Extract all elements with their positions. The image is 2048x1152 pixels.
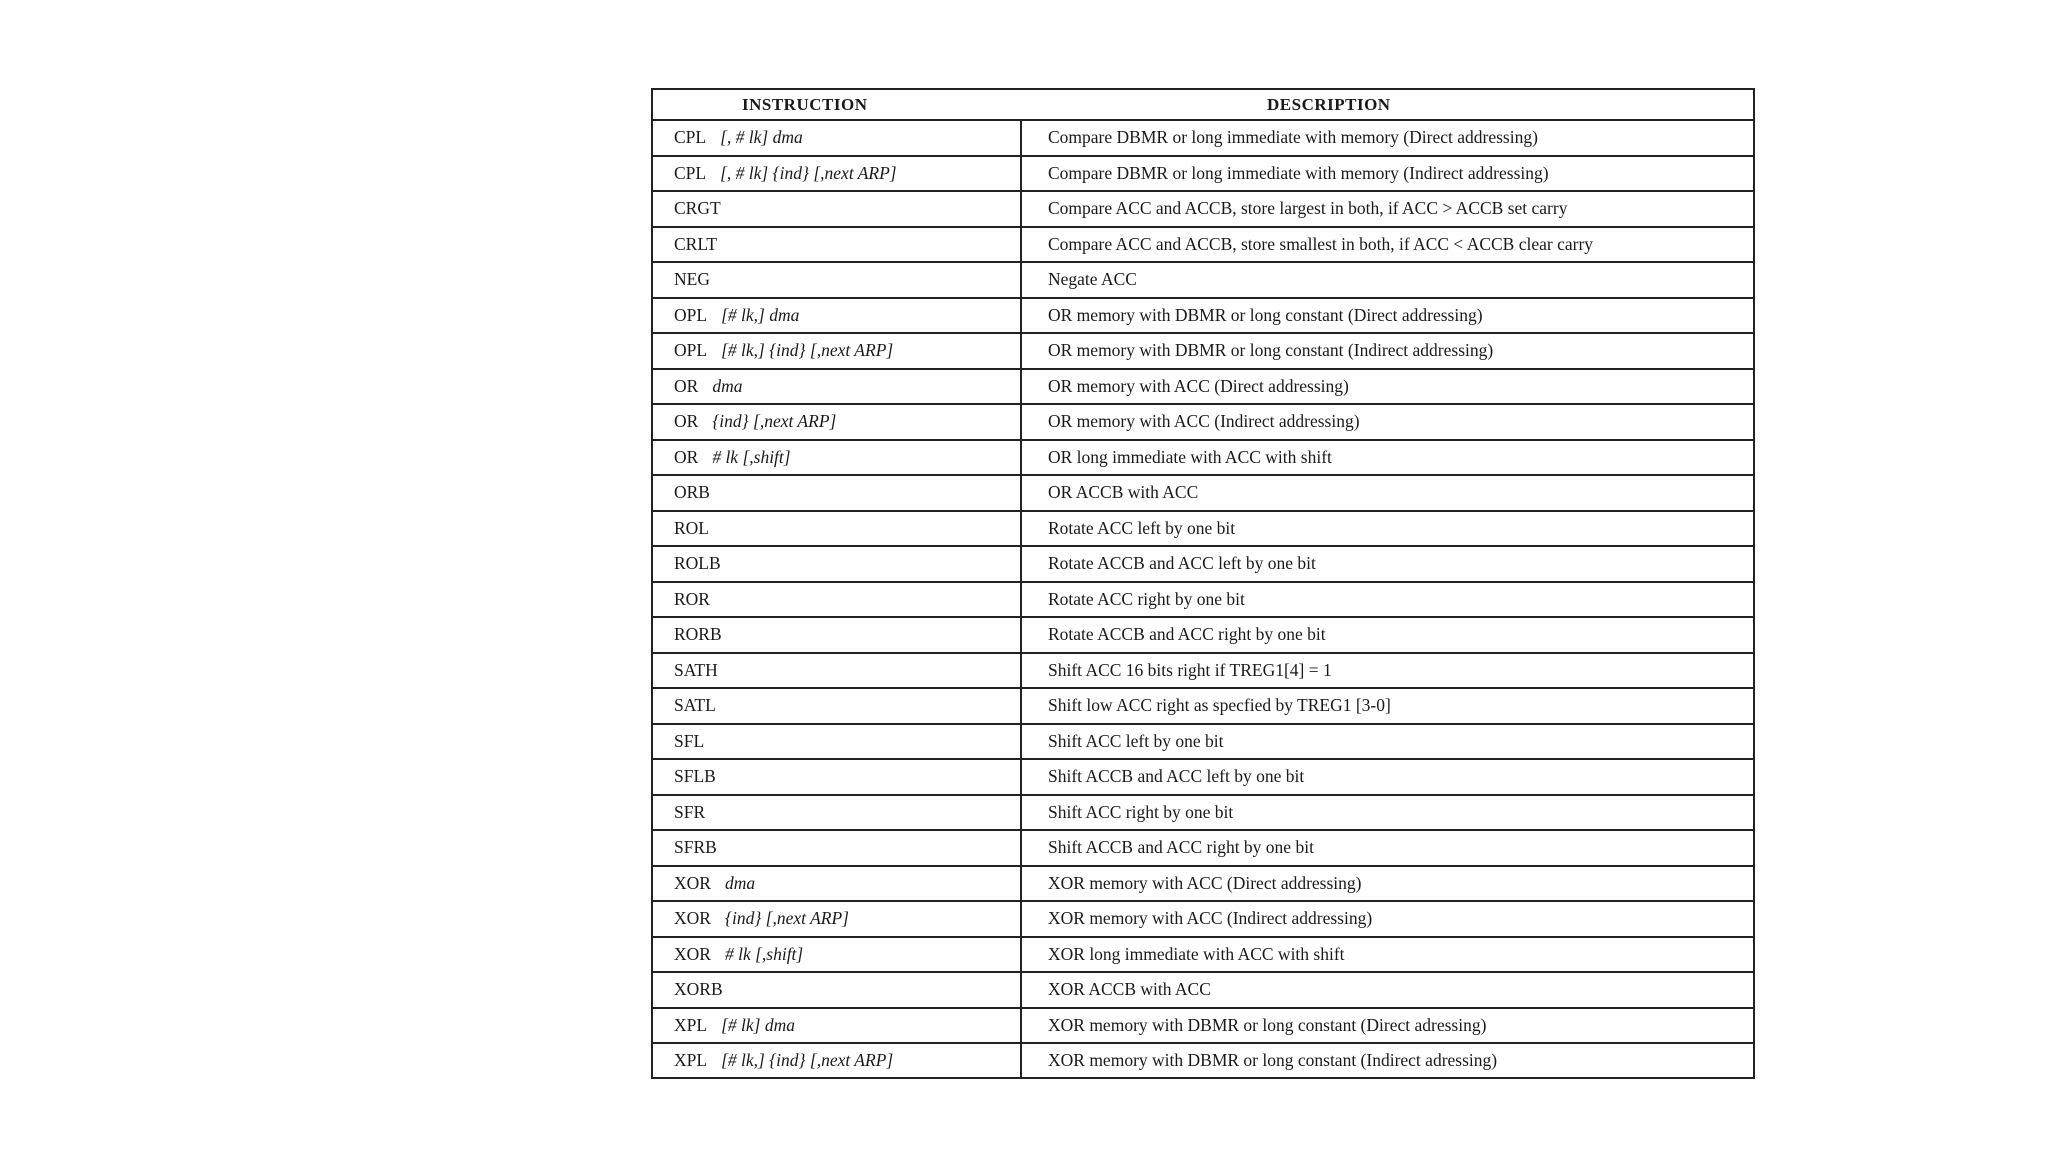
instruction-cell (652, 333, 1021, 369)
instruction-mnemonic: OPL (674, 340, 708, 361)
instruction-cell (652, 582, 1021, 618)
table-row (652, 227, 1754, 263)
instruction-cell (652, 156, 1021, 192)
table-row (652, 120, 1754, 156)
instruction-operands: {ind} [,next ARP] (724, 908, 849, 929)
description-cell: OR long immediate with ACC with shift (1021, 440, 1754, 476)
description-cell: Compare ACC and ACCB, store largest in both, if ACC > ACCB set carry (1021, 191, 1754, 227)
description-cell: Shift ACC left by one bit (1021, 724, 1754, 760)
instruction-mnemonic: ROL (674, 517, 709, 538)
instruction-mnemonic: XORB (674, 979, 723, 1000)
instruction-table (651, 88, 1755, 1079)
instruction-cell (652, 937, 1021, 973)
instruction-mnemonic: OR (674, 375, 699, 396)
instruction-mnemonic: NEG (674, 269, 710, 290)
instruction-operands: dma (712, 375, 743, 396)
instruction-cell (652, 688, 1021, 724)
table-row (652, 298, 1754, 334)
instruction-mnemonic: CRLT (674, 233, 718, 254)
instruction-mnemonic: ORB (674, 482, 710, 503)
table-row (652, 688, 1754, 724)
instruction-mnemonic: CPL (674, 162, 707, 183)
description-cell: Compare DBMR or long immediate with memory (Indirect addressing) (1021, 156, 1754, 192)
table-row (652, 1043, 1754, 1078)
instruction-cell (652, 795, 1021, 831)
description-cell: Compare ACC and ACCB, store smallest in both, if ACC < ACCB clear carry (1021, 227, 1754, 263)
instruction-cell (652, 901, 1021, 937)
description-cell: Rotate ACC right by one bit (1021, 582, 1754, 618)
instruction-cell (652, 724, 1021, 760)
instruction-mnemonic: XPL (674, 1014, 708, 1035)
description-cell: XOR memory with DBMR or long constant (Indirect adressing) (1021, 1043, 1754, 1078)
description-cell: OR memory with DBMR or long constant (Indirect addressing) (1021, 333, 1754, 369)
description-cell: XOR ACCB with ACC (1021, 972, 1754, 1008)
instruction-mnemonic: OR (674, 411, 699, 432)
instruction-cell (652, 972, 1021, 1008)
table-row (652, 262, 1754, 298)
instruction-operands: [, # lk] dma (720, 127, 803, 148)
instruction-mnemonic: SFRB (674, 837, 717, 858)
description-cell: Shift ACC 16 bits right if TREG1[4] = 1 (1021, 653, 1754, 689)
instruction-cell (652, 866, 1021, 902)
table-row (652, 901, 1754, 937)
table-row (652, 866, 1754, 902)
instruction-mnemonic: SATH (674, 659, 718, 680)
description-cell: XOR memory with ACC (Direct addressing) (1021, 866, 1754, 902)
table-row (652, 404, 1754, 440)
instruction-mnemonic: XOR (674, 908, 711, 929)
table-body (652, 120, 1754, 1078)
instruction-cell (652, 369, 1021, 405)
table-row (652, 617, 1754, 653)
instruction-operands: [# lk,] {ind} [,next ARP] (721, 1050, 894, 1070)
description-cell: OR memory with DBMR or long constant (Direct addressing) (1021, 298, 1754, 334)
description-cell: XOR long immediate with ACC with shift (1021, 937, 1754, 973)
description-cell: Compare DBMR or long immediate with memory (Direct addressing) (1021, 120, 1754, 156)
description-cell: XOR memory with DBMR or long constant (Direct adressing) (1021, 1008, 1754, 1044)
instruction-cell (652, 653, 1021, 689)
instruction-mnemonic: XPL (674, 1050, 708, 1070)
instruction-mnemonic: SFL (674, 730, 705, 751)
instruction-cell (652, 617, 1021, 653)
instruction-cell (652, 511, 1021, 547)
table-row (652, 369, 1754, 405)
table-row (652, 511, 1754, 547)
table-row (652, 333, 1754, 369)
table-row (652, 475, 1754, 511)
instruction-mnemonic: SFLB (674, 766, 716, 787)
instruction-cell (652, 440, 1021, 476)
description-cell: Rotate ACCB and ACC right by one bit (1021, 617, 1754, 653)
table-row (652, 653, 1754, 689)
description-cell: XOR memory with ACC (Indirect addressing) (1021, 901, 1754, 937)
description-cell: OR memory with ACC (Indirect addressing) (1021, 404, 1754, 440)
table-row (652, 156, 1754, 192)
instruction-mnemonic: OPL (674, 304, 708, 325)
instruction-cell (652, 191, 1021, 227)
instruction-mnemonic: RORB (674, 624, 722, 645)
instruction-mnemonic: CPL (674, 127, 707, 148)
description-cell: Rotate ACCB and ACC left by one bit (1021, 546, 1754, 582)
description-cell: Shift ACCB and ACC left by one bit (1021, 759, 1754, 795)
instruction-mnemonic: CRGT (674, 198, 721, 219)
instruction-operands: dma (724, 872, 756, 893)
table-row (652, 724, 1754, 760)
table-row (652, 937, 1754, 973)
description-cell: OR memory with ACC (Direct addressing) (1021, 369, 1754, 405)
instruction-mnemonic: XOR (674, 872, 711, 893)
instruction-mnemonic: OR (674, 446, 699, 467)
description-cell: Shift low ACC right as specfied by TREG1 [3-0] (1021, 688, 1754, 724)
instruction-cell (652, 227, 1021, 263)
table-row (652, 972, 1754, 1008)
instruction-mnemonic: ROR (674, 588, 710, 609)
instruction-operands: # lk [,shift] (724, 943, 804, 964)
table-row (652, 546, 1754, 582)
description-cell: Rotate ACC left by one bit (1021, 511, 1754, 547)
instruction-cell (652, 830, 1021, 866)
instruction-cell (652, 475, 1021, 511)
description-cell: Shift ACCB and ACC right by one bit (1021, 830, 1754, 866)
description-column-header: DESCRIPTION (1021, 89, 1754, 120)
instruction-cell (652, 262, 1021, 298)
instruction-cell (652, 298, 1021, 334)
instruction-operands: [# lk,] {ind} [,next ARP] (721, 340, 894, 361)
instruction-cell (652, 1008, 1021, 1044)
table-row (652, 759, 1754, 795)
table-row (652, 1008, 1754, 1044)
instruction-mnemonic: ROLB (674, 553, 721, 574)
description-cell: OR ACCB with ACC (1021, 475, 1754, 511)
instruction-operands: [, # lk] {ind} [,next ARP] (720, 162, 897, 183)
table-row (652, 191, 1754, 227)
instruction-column-header: INSTRUCTION (652, 89, 1021, 120)
instruction-mnemonic: XOR (674, 943, 711, 964)
table-row (652, 582, 1754, 618)
instruction-cell (652, 404, 1021, 440)
table-header-row (652, 89, 1754, 120)
instruction-operands: [# lk,] dma (721, 304, 800, 325)
table-row (652, 830, 1754, 866)
instruction-cell (652, 759, 1021, 795)
description-cell: Negate ACC (1021, 262, 1754, 298)
instruction-operands: # lk [,shift] (712, 446, 791, 467)
instruction-mnemonic: SATL (674, 695, 716, 716)
table-row (652, 440, 1754, 476)
instruction-operands: [# lk] dma (721, 1014, 795, 1035)
instruction-cell (652, 120, 1021, 156)
instruction-mnemonic: SFR (674, 801, 706, 822)
instruction-cell (652, 1043, 1021, 1078)
table-row (652, 795, 1754, 831)
description-cell: Shift ACC right by one bit (1021, 795, 1754, 831)
instruction-operands: {ind} [,next ARP] (712, 411, 837, 432)
instruction-cell (652, 546, 1021, 582)
